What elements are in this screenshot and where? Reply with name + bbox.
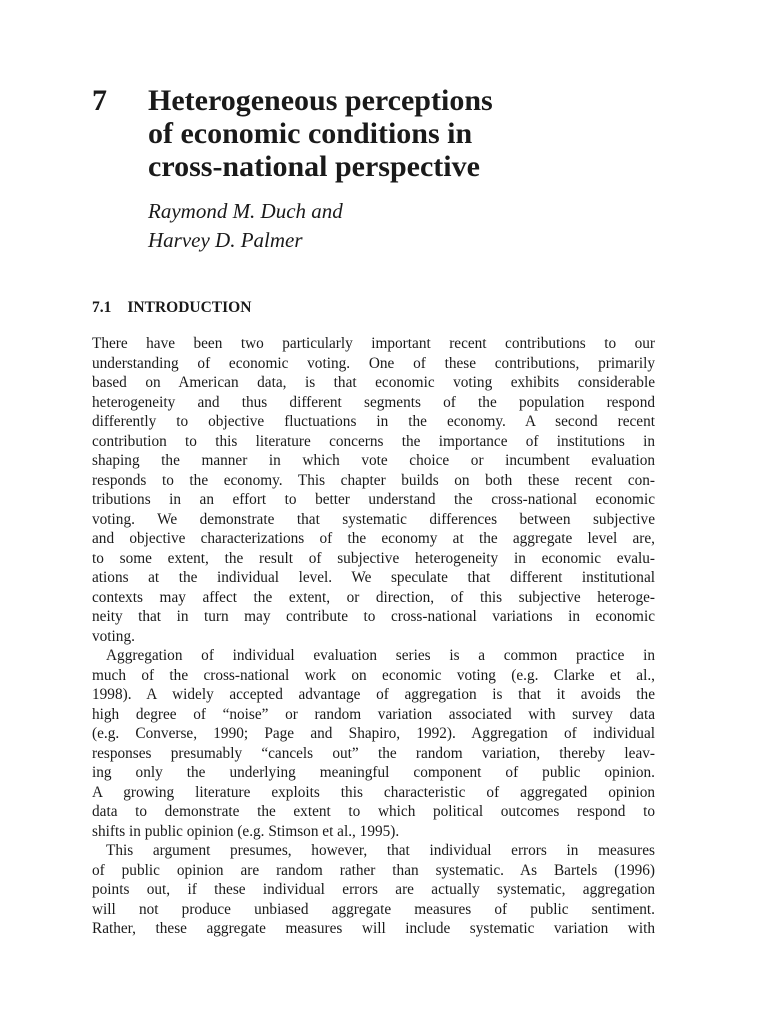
body-line: There have been two particularly important recent contributions to our [92, 335, 655, 352]
chapter-title [148, 84, 668, 183]
body-line: points out, if these individual errors are actually systematic, aggregation [92, 881, 655, 898]
body-line: will not produce unbiased aggregate measures of public sentiment. [92, 900, 655, 918]
body-line: contexts may affect the extent, or direction, of this subjective heteroge- [92, 588, 655, 606]
body-line: voting. We demonstrate that systematic differences between subjective [92, 510, 655, 528]
body-line: neity that in turn may contribute to cross-national variations in economic [92, 608, 655, 625]
body-line: This argument presumes, however, that individual errors in measures [106, 842, 655, 859]
body-line: data to demonstrate the extent to which political outcomes respond to [92, 803, 655, 820]
body-line: contribution to this literature concerns the importance of institutions in [92, 432, 655, 450]
author-line: Raymond M. Duch and [148, 199, 343, 223]
body-line: responds to the economy. This chapter builds on both these recent con- [92, 471, 655, 489]
body-line: Aggregation of individual evaluation series is a common practice in [106, 647, 655, 664]
body-line: ations at the individual level. We speculate that different institutional [92, 569, 655, 586]
body-line: much of the cross-national work on economic voting (e.g. Clarke et al., [92, 666, 655, 684]
body-line: differently to objective fluctuations in the economy. A second recent [92, 413, 655, 430]
chapter-title-line: cross-national perspective [148, 150, 480, 183]
body-line: (e.g. Converse, 1990; Page and Shapiro, 1992). Aggregation of individual [92, 725, 655, 742]
body-line: voting. [92, 627, 135, 645]
author-line: Harvey D. Palmer [148, 228, 303, 252]
body-text [92, 334, 655, 939]
chapter-title-line: of economic conditions in [148, 117, 473, 150]
body-line: Rather, these aggregate measures will include systematic variation with [92, 920, 655, 937]
body-line: ing only the underlying meaningful component of public opinion. [92, 764, 655, 781]
body-line: heterogeneity and thus different segments of the population respond [92, 393, 655, 411]
body-line: high degree of “noise” or random variation associated with survey data [92, 705, 655, 723]
body-line: of public opinion are random rather than systematic. As Bartels (1996) [92, 861, 655, 879]
body-line: A growing literature exploits this characteristic of aggregated opinion [92, 783, 655, 801]
body-line: tributions in an effort to better understand the cross-national economic [92, 491, 655, 508]
body-line: to some extent, the result of subjective heterogeneity in economic evalu- [92, 549, 655, 567]
section-number: 7.1 [92, 299, 112, 316]
body-line: understanding of economic voting. One of these contributions, primarily [92, 354, 655, 372]
chapter-authors [148, 197, 343, 255]
section-title: INTRODUCTION [127, 299, 252, 316]
body-line: responses presumably “cancels out” the random variation, thereby leav- [92, 744, 655, 762]
chapter-title-line: Heterogeneous perceptions [148, 84, 493, 117]
section-heading [92, 298, 251, 318]
chapter-number: 7 [92, 84, 107, 117]
body-line: and objective characterizations of the economy at the aggregate level are, [92, 530, 655, 547]
body-line: based on American data, is that economic voting exhibits considerable [92, 374, 655, 391]
body-line: 1998). A widely accepted advantage of aggregation is that it avoids the [92, 686, 655, 703]
body-line: shaping the manner in which vote choice or incumbent evaluation [92, 452, 655, 469]
body-line: shifts in public opinion (e.g. Stimson et al., 1995). [92, 822, 400, 840]
